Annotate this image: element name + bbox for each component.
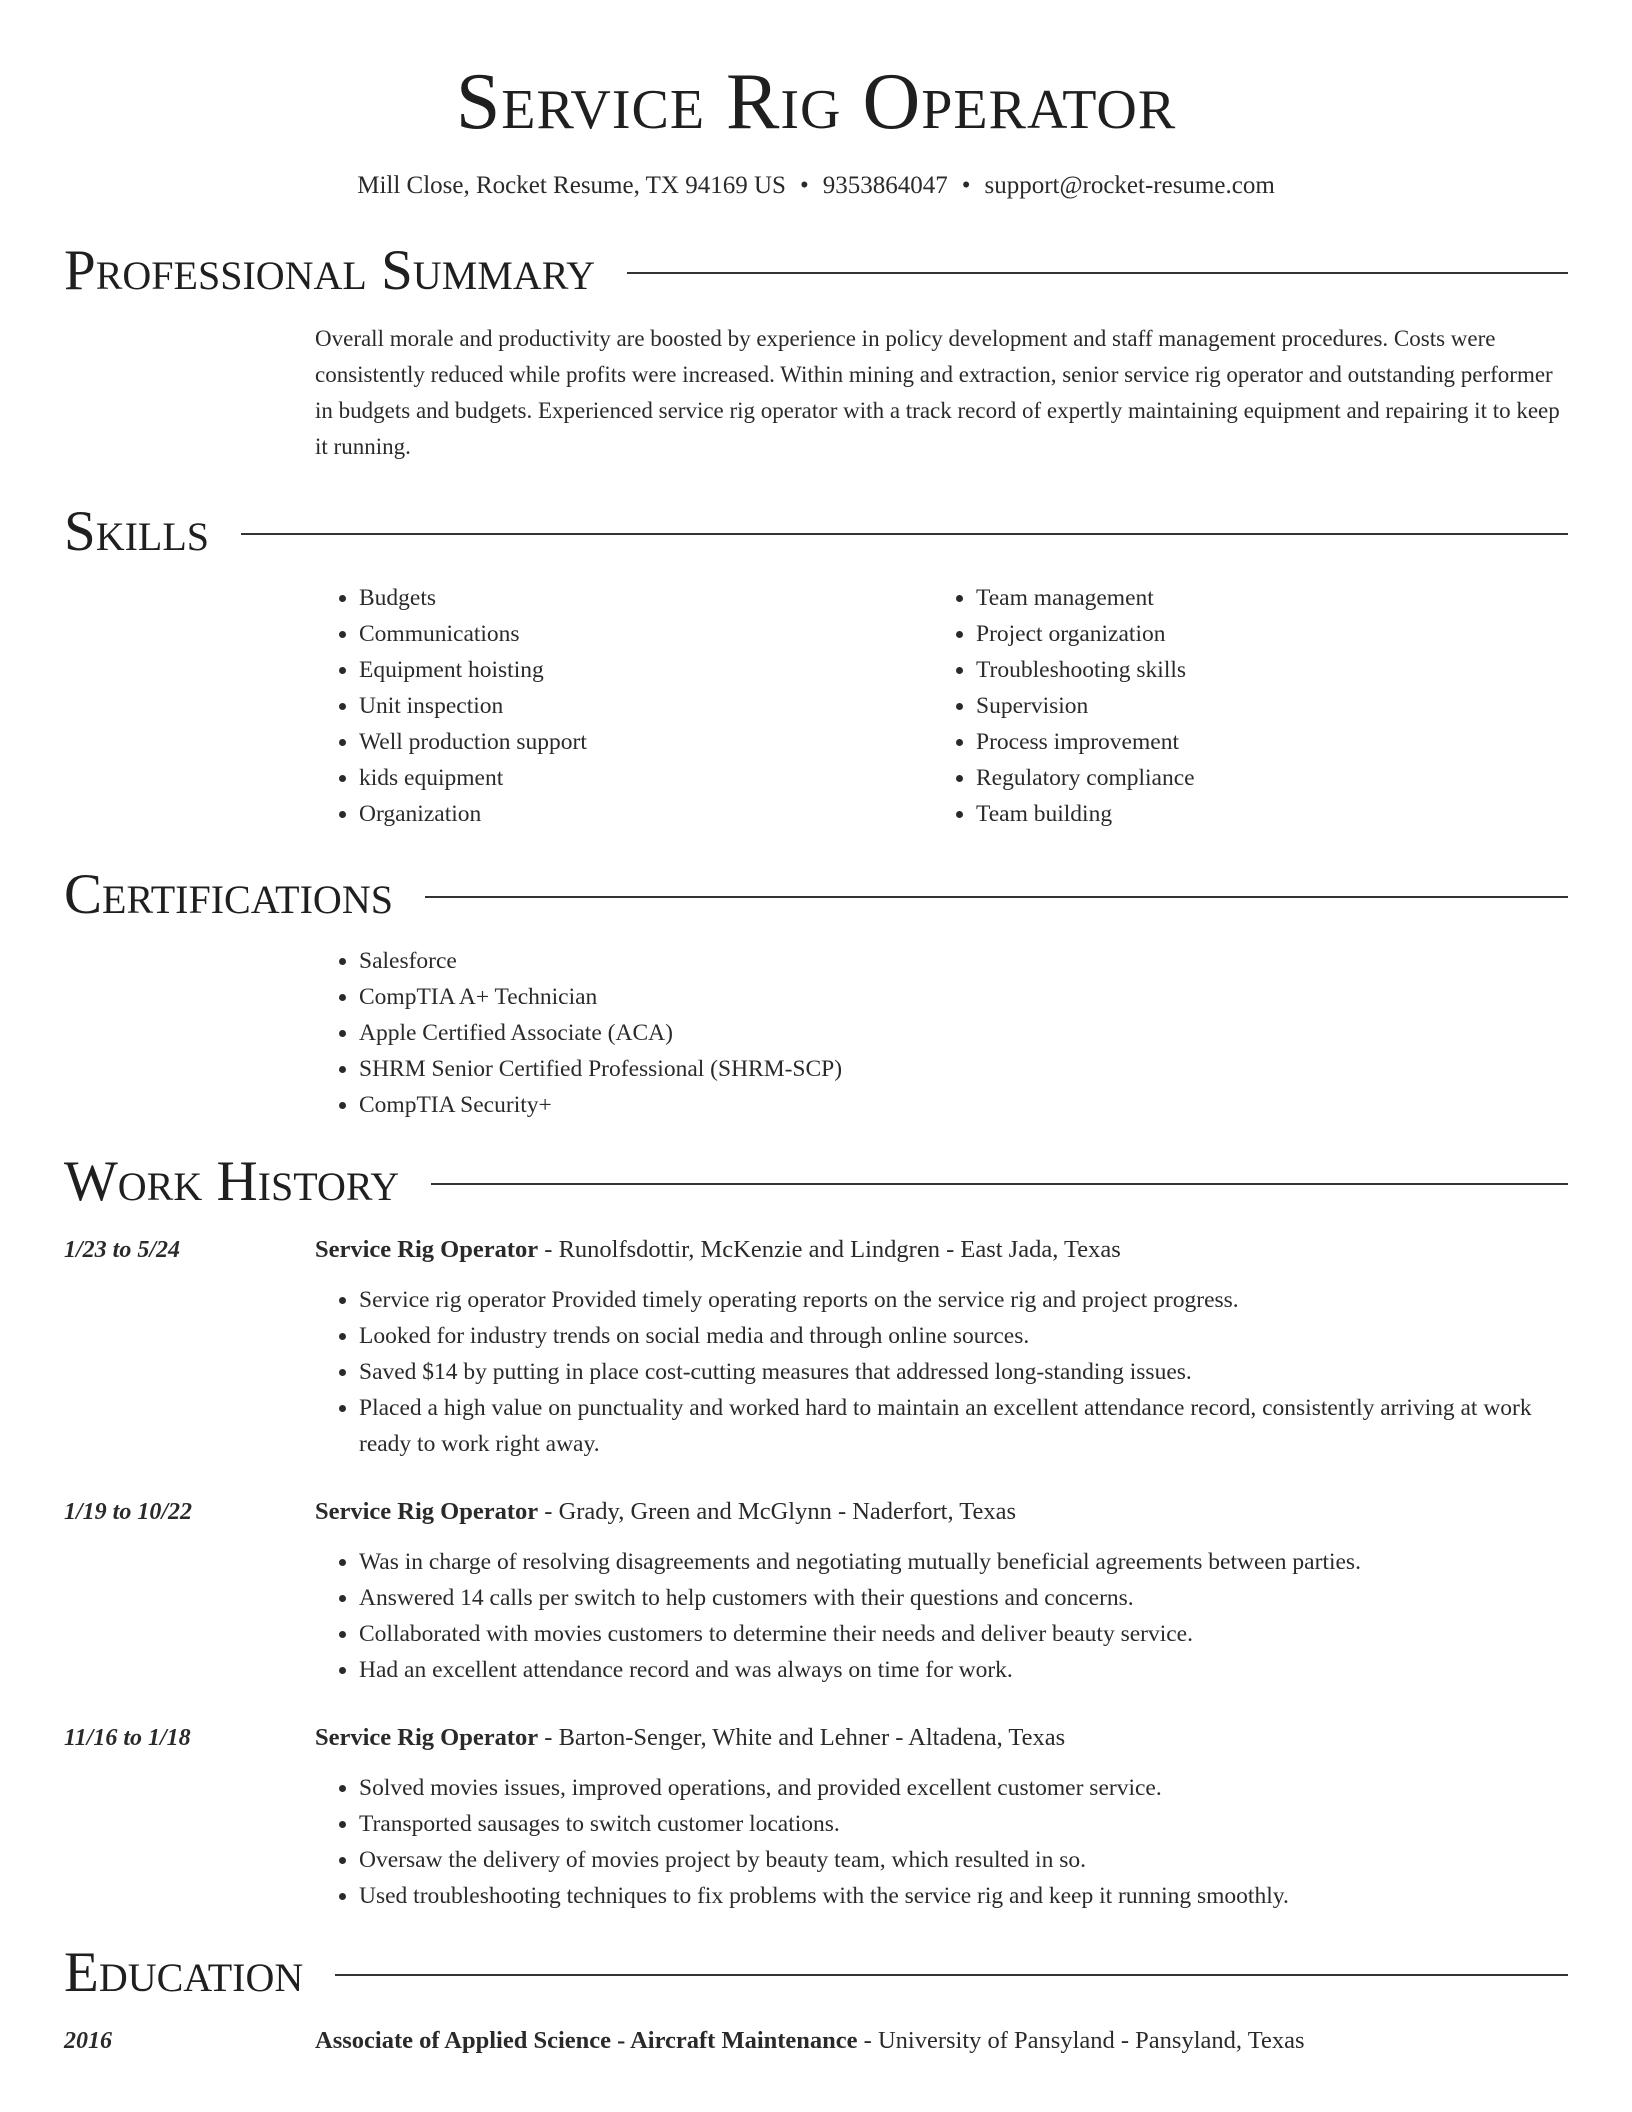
separator: •	[799, 172, 809, 199]
skills-list	[315, 580, 1568, 832]
education-entry	[64, 2023, 1568, 2059]
list-item: • Team building	[976, 796, 1549, 832]
job-title-line	[315, 1232, 1568, 1268]
job-employer: - Grady, Green and McGlynn - Naderfort, Texas	[538, 1498, 1017, 1525]
job-title: Service Rig Operator	[315, 1724, 539, 1751]
certifications-section-header	[64, 863, 1568, 926]
section-divider	[241, 533, 1568, 535]
section-divider	[335, 1974, 1568, 1976]
certifications-list	[315, 943, 1568, 1123]
list-item: • Organization	[359, 796, 932, 832]
list-item: • Used troubleshooting techniques to fix problems with the service rig and keep it running smoothly.	[359, 1878, 1568, 1914]
list-item: • Project organization	[976, 616, 1549, 652]
job-date: 1/19 to 10/22	[64, 1499, 193, 1525]
contact-line	[64, 172, 1568, 200]
list-item: • SHRM Senior Certified Professional (SHRM-SCP)	[359, 1051, 1568, 1087]
phone: 9353864047	[822, 172, 948, 199]
section-title: Certifications	[64, 863, 393, 926]
section-title: Professional Summary	[64, 239, 596, 302]
list-item: • Had an excellent attendance record and was always on time for work.	[359, 1652, 1568, 1688]
list-item: • Regulatory compliance	[976, 760, 1549, 796]
section-divider	[431, 1183, 1568, 1185]
list-item: • CompTIA A+ Technician	[359, 979, 1568, 1015]
job-title: Service Rig Operator	[315, 1236, 539, 1263]
list-item: • Communications	[359, 616, 932, 652]
separator: •	[961, 172, 971, 199]
list-item: • Transported sausages to switch customer locations.	[359, 1806, 1568, 1842]
section-divider	[425, 896, 1568, 898]
skills-section-header	[64, 500, 1568, 563]
list-item: • CompTIA Security+	[359, 1087, 1568, 1123]
list-item: • Salesforce	[359, 943, 1568, 979]
job-employer: - Barton-Senger, White and Lehner - Altadena, Texas	[538, 1724, 1066, 1751]
job-entry	[64, 1494, 1568, 1688]
section-title: Work History	[64, 1150, 400, 1213]
school: - University of Pansyland - Pansyland, Texas	[857, 2027, 1305, 2054]
job-entry	[64, 1720, 1568, 1914]
list-item: • Troubleshooting skills	[976, 652, 1549, 688]
list-item: • Was in charge of resolving disagreements and negotiating mutually beneficial agreements between parties.	[359, 1544, 1568, 1580]
list-item: • Looked for industry trends on social media and through online sources.	[359, 1318, 1568, 1354]
job-entry	[64, 1232, 1568, 1462]
list-item: • Service rig operator Provided timely operating reports on the service rig and project progress.	[359, 1282, 1568, 1318]
job-title-line	[315, 1494, 1568, 1530]
list-item: • kids equipment	[359, 760, 932, 796]
resume-page	[64, 0, 1568, 2059]
list-item: • Collaborated with movies customers to determine their needs and deliver beauty service.	[359, 1616, 1568, 1652]
education-line	[315, 2023, 1568, 2059]
list-item: • Supervision	[976, 688, 1549, 724]
list-item: • Well production support	[359, 724, 932, 760]
section-title: Education	[64, 1941, 304, 2004]
job-employer: - Runolfsdottir, McKenzie and Lindgren - East Jada, Texas	[538, 1236, 1121, 1263]
address: Mill Close, Rocket Resume, TX 94169 US	[357, 172, 786, 199]
education-section-header	[64, 1941, 1568, 2004]
list-item: • Process improvement	[976, 724, 1549, 760]
skills-column-right	[932, 580, 1549, 832]
list-item: • Oversaw the delivery of movies project by beauty team, which resulted in so.	[359, 1842, 1568, 1878]
job-date: 1/23 to 5/24	[64, 1237, 181, 1263]
job-title-line	[315, 1720, 1568, 1756]
list-item: • Equipment hoisting	[359, 652, 932, 688]
skills-column-left	[315, 580, 932, 832]
summary-text: Overall morale and productivity are boosted by experience in policy development and staff management procedures. Costs were consistently reduced while profits were increased. Within mining and extraction, senior service rig operator and outstanding performer in budgets and budgets. Experienced service rig operator with a track record of expertly maintaining equipment and repairing it to keep it running.	[315, 326, 1560, 459]
degree: Associate of Applied Science - Aircraft Maintenance	[315, 2027, 858, 2054]
summary-section-header	[64, 239, 1568, 302]
job-title: Service Rig Operator	[315, 1498, 539, 1525]
list-item: • Saved $14 by putting in place cost-cutting measures that addressed long-standing issues.	[359, 1354, 1568, 1390]
candidate-name: Service Rig Operator	[455, 58, 1177, 146]
email: support@rocket-resume.com	[984, 172, 1275, 199]
section-title: Skills	[64, 500, 210, 563]
job-date: 11/16 to 1/18	[64, 1725, 191, 1751]
section-divider	[627, 272, 1568, 274]
list-item: • Team management	[976, 580, 1549, 616]
list-item: • Unit inspection	[359, 688, 932, 724]
list-item: • Budgets	[359, 580, 932, 616]
work-history-section-header	[64, 1150, 1568, 1213]
list-item: • Apple Certified Associate (ACA)	[359, 1015, 1568, 1051]
list-item: • Placed a high value on punctuality and worked hard to maintain an excellent attendance record, consistently arriving at work ready to work right away.	[359, 1390, 1568, 1462]
list-item: • Solved movies issues, improved operations, and provided excellent customer service.	[359, 1770, 1568, 1806]
education-date: 2016	[64, 2028, 112, 2054]
list-item: • Answered 14 calls per switch to help customers with their questions and concerns.	[359, 1580, 1568, 1616]
